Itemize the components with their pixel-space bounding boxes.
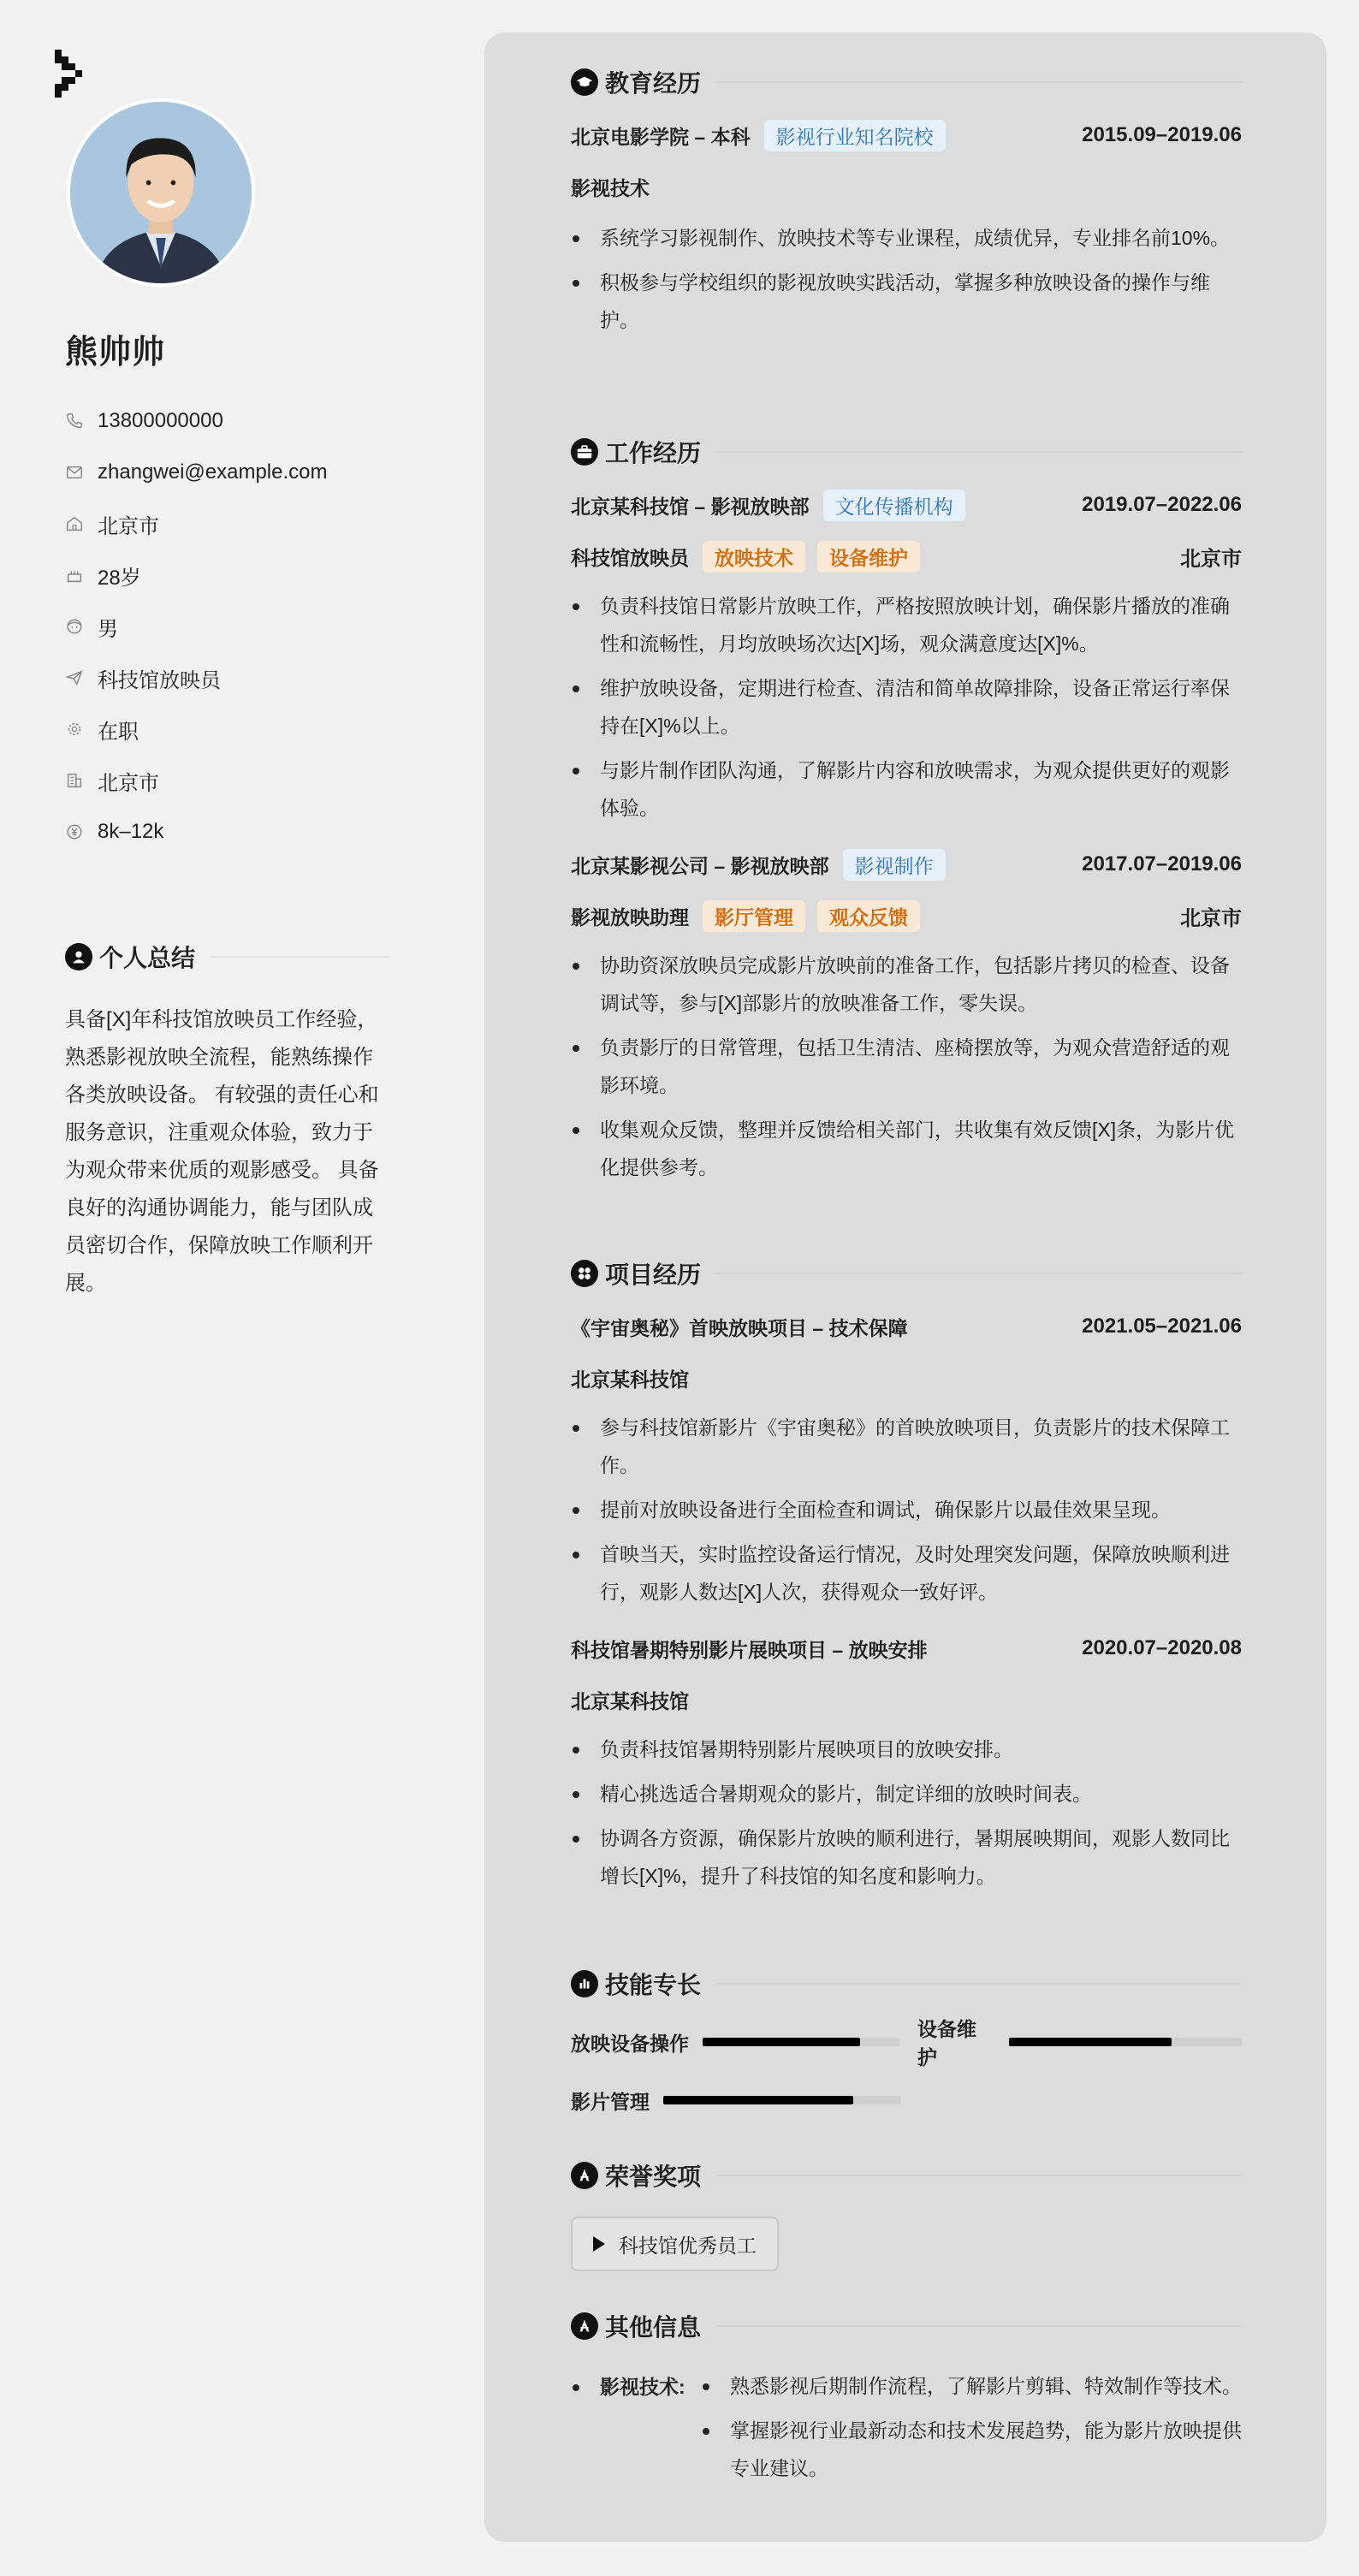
other-item [571,2367,1242,2494]
skills-list [571,2001,1242,2129]
avatar [67,98,255,287]
divider [716,2175,1242,2176]
info-row-age [65,549,328,601]
skill-name: 放映设备操作 [571,2032,689,2055]
user-icon [65,943,92,970]
project-row [571,1301,1242,1352]
project-name: 科技馆暑期特别影片展映项目 – 放映安排 [571,1638,928,1661]
project-bullets [571,1409,1242,1611]
list-item: 负责影厅的日常管理，包括卫生清洁、座椅摆放等，为观众营造舒适的观影环境。 [571,1029,1242,1104]
list-item: 系统学习影视制作、放映技术等专业课程，成绩优异，专业排名前10%。 [571,219,1242,257]
list-item: 积极参与学校组织的影视放映实践活动，掌握多种放映设备的操作与维护。 [571,264,1242,339]
skill-bar [703,2038,899,2046]
skill-tag: 放映技术 [703,541,805,573]
job-date: 2017.07–2019.06 [1082,852,1242,875]
list-item: 首映当天，实时监控设备运行情况，及时处理突发问题，保障放映顺利进行，观影人数达[X]人次，获得观众一致好评。 [571,1535,1242,1611]
job-city: 北京市 [1180,906,1242,930]
skill-bar-fill [703,2038,860,2046]
honors-title: 荣誉奖项 [605,2163,702,2190]
education-heading [571,65,1242,99]
phone-icon [65,412,84,430]
skills-section [571,1967,1242,2129]
project-org-row [571,1352,1242,1404]
status-text: 在职 [98,720,139,744]
honor-item [571,2217,779,2271]
other-title: 其他信息 [605,2314,702,2341]
role-name: 影视放映助理 [571,905,689,929]
divider [716,81,1242,83]
list-item: 掌握影视行业最新动态和技术发展趋势，能为影片放映提供专业建议。 [701,2412,1242,2487]
list-item: 提前对放映设备进行全面检查和调试，确保影片以最佳效果呈现。 [571,1491,1242,1528]
email-text: zhangwei@example.com [98,460,328,484]
skill-bar-fill [1009,2038,1172,2046]
skill-tag: 影厅管理 [703,900,805,932]
cake-icon [65,566,84,585]
project-org: 北京某科技馆 [571,1368,689,1391]
list-item: 收集观众反馈，整理并反馈给相关部门，共收集有效反馈[X]条，为影片优化提供参考。 [571,1111,1242,1186]
major-name: 影视技术 [571,176,650,199]
list-item: 与影片制作团队沟通，了解影片内容和放映需求，为观众提供更好的观影体验。 [571,751,1242,827]
project-org-row [571,1674,1242,1725]
divider [716,1983,1242,1985]
salary-icon [65,822,84,841]
honor-text: 科技馆优秀员工 [619,2234,757,2257]
school-name: 北京电影学院 – 本科 [571,125,751,148]
skill-bar [663,2096,901,2104]
status-icon [65,720,84,739]
company-name: 北京某科技馆 – 影视放映部 [571,495,810,518]
projects-title: 项目经历 [605,1261,702,1288]
project-name: 《宇宙奥秘》首映放映项目 – 技术保障 [571,1316,908,1339]
info-icon [571,2312,598,2340]
list-item: 维护放映设备，定期进行检查、清洁和简单故障排除，设备正常运行率保持在[X]%以上。 [571,669,1242,745]
grid-icon [571,1260,598,1287]
play-icon [593,2236,605,2252]
job-city: 北京市 [1180,547,1242,571]
info-row-city [65,755,328,806]
education-row [571,110,1242,161]
education-title: 教育经历 [605,70,702,97]
other-bullets [701,2367,1242,2494]
divider [716,451,1242,453]
skill-name: 影片管理 [571,2090,650,2113]
list-item: 协调各方资源，确保影片放映的顺利进行，暑期展映期间，观影人数同比增长[X]%，提升了科技馆的知名度和影响力。 [571,1819,1242,1895]
job-bullets [571,587,1242,827]
job-row [571,479,1242,531]
city-text: 北京市 [98,771,159,795]
job-date: 2019.07–2022.06 [1082,493,1242,516]
gender-icon [65,617,84,636]
role-row [571,531,1242,582]
briefcase-icon [571,438,598,466]
honors-heading [571,2158,1242,2193]
job-row [571,839,1242,890]
project-date: 2020.07–2020.08 [1082,1636,1242,1659]
info-row-position [65,652,328,703]
skill-item [571,2025,899,2059]
gender-text: 男 [98,617,118,641]
position-text: 科技馆放映员 [98,668,221,692]
company-tag: 影视制作 [843,849,946,881]
project-row [571,1623,1242,1674]
mail-icon [65,463,84,482]
list-item: 参与科技馆新影片《宇宙奥秘》的首映放映项目，负责影片的技术保障工作。 [571,1409,1242,1484]
project-date: 2021.05–2021.06 [1082,1315,1242,1338]
other-section [571,2309,1242,2494]
list-item: 负责科技馆日常影片放映工作，严格按照放映计划，确保影片播放的准确性和流畅性，月均放映场次达[X]场，观众满意度达[X]%。 [571,587,1242,662]
company-tag: 文化传播机构 [823,490,965,521]
education-bullets [571,219,1242,339]
list-item: 熟悉影视后期制作流程，了解影片剪辑、特效制作等技术。 [701,2367,1242,2405]
skill-tag: 设备维护 [817,541,920,573]
divider [716,2325,1242,2327]
skill-item [571,2083,901,2117]
salary-text: 8k–12k [98,820,164,843]
age-text: 28岁 [98,566,141,590]
location-text: 北京市 [98,514,159,538]
summary-title: 个人总结 [99,945,196,971]
skill-bar [1009,2038,1242,2046]
list-item: 协助资深放映员完成影片放映前的准备工作，包括影片拷贝的检查、设备调试等，参与[X]部影片的放映准备工作，零失误。 [571,947,1242,1022]
skills-title: 技能专长 [605,1972,702,1998]
projects-section [571,1256,1242,1902]
job-bullets [571,947,1242,1186]
skills-heading [571,1967,1242,2001]
project-bullets [571,1730,1242,1895]
award-icon [571,2162,598,2189]
profile-name: 熊帅帅 [65,335,166,371]
other-heading [571,2309,1242,2343]
role-name: 科技馆放映员 [571,546,689,569]
graduation-cap-icon [571,68,598,96]
work-heading [571,435,1242,469]
info-row-phone [65,395,328,447]
list-item: 负责科技馆暑期特别影片展映项目的放映安排。 [571,1730,1242,1768]
building-icon [65,771,84,790]
contact-info [65,395,328,858]
other-key: 影视技术: [571,2367,701,2494]
info-row-status [65,703,328,755]
projects-heading [571,1256,1242,1291]
home-icon [65,514,84,533]
honors-section [571,2158,1242,2271]
work-section [571,435,1242,1193]
education-section [571,65,1242,346]
phone-text: 13800000000 [98,409,223,432]
info-row-gender [65,601,328,652]
info-row-salary [65,806,328,858]
divider [716,1273,1242,1274]
major-row [571,161,1242,212]
company-name: 北京某影视公司 – 影视放映部 [571,854,829,877]
logo-icon [55,50,89,103]
skill-name: 设备维护 [917,2018,976,2069]
school-tag: 影视行业知名院校 [764,120,946,151]
work-title: 工作经历 [605,440,702,466]
skill-bar-fill [663,2096,853,2104]
skill-item [917,2018,1242,2069]
education-date: 2015.09–2019.06 [1082,123,1242,146]
divider [211,956,390,958]
info-row-email [65,447,328,498]
skill-tag: 观众反馈 [817,900,920,932]
bar-chart-icon [571,1970,598,1997]
list-item: 精心挑选适合暑期观众的影片，制定详细的放映时间表。 [571,1775,1242,1813]
send-icon [65,668,84,687]
summary-heading [65,940,390,974]
info-row-location [65,498,328,549]
summary-text: 具备[X]年科技馆放映员工作经验，熟悉影视放映全流程，能熟练操作各类放映设备。 有较强的责任心和服务意识，注重观众体验，致力于为观众带来优质的观影感受。 具备良好的沟通协调能力，能与团队成员密切合作，保障放映工作顺利开展。 [65,1008,379,1295]
project-org: 北京某科技馆 [571,1689,689,1712]
role-row [571,890,1242,941]
